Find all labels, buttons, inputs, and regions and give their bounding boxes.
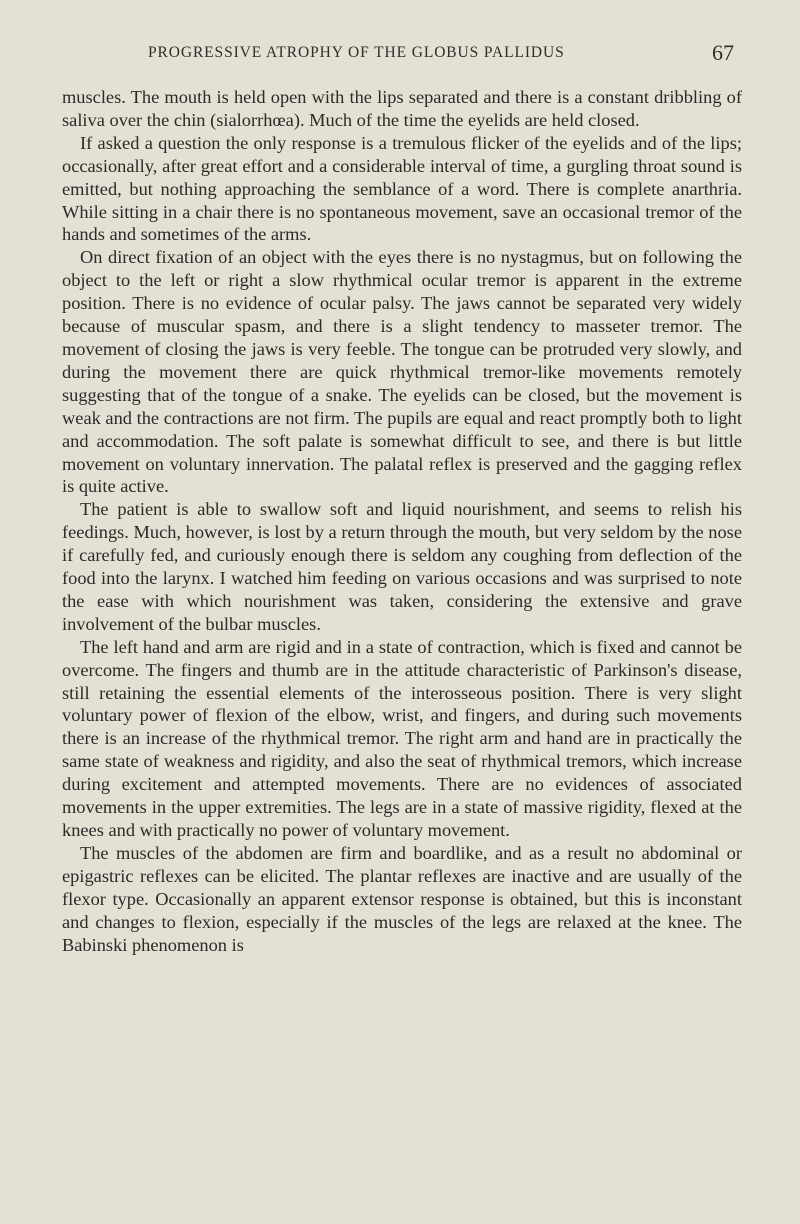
paragraph-6: The muscles of the abdomen are firm and boardlike, and as a result no abdominal or epigastric reflexes can be elicited. The plantar reflexes are inactive and are usually of the flexor type. Occasionally an apparent extensor response is obtained, but this is inconstant and changes to flexion, especially if the muscles of the legs are relaxed at the knee. The Babinski phenomenon is: [62, 842, 742, 955]
paragraph-2: If asked a question the only response is a tremulous flicker of the eyelids and of the lips; occasionally, after great effort and a considerable interval of time, a gurgling throat sound is emitted, but nothing approaching the semblance of a word. There is complete anarthria. While sitting in a chair there is no spontaneous movement, save an occasional tremor of the hands and sometimes of the arms.: [62, 132, 742, 245]
paragraph-3: On direct fixation of an object with the eyes there is no nystagmus, but on following the object to the left or right a slow rhythmical ocular tremor is apparent in the extreme position. There is no evidence of ocular palsy. The jaws cannot be separated very widely because of muscular spasm, and there is a slight tendency to masseter tremor. The movement of closing the jaws is very feeble. The tongue can be protruded very slowly, and during the movement there are quick rhythmical tremor-like movements remotely suggesting that of the tongue of a snake. The eyelids can be closed, but the movement is weak and the contractions are not firm. The pupils are equal and react promptly both to light and accommodation. The soft palate is somewhat difficult to see, and there is but little movement on voluntary innervation. The palatal reflex is preserved and the gagging reflex is quite active.: [62, 247, 742, 497]
paragraph-1: muscles. The mouth is held open with the lips separated and there is a constant dribbling of saliva over the chin (sialorrhœa). Much of the time the eyelids are held closed.: [62, 87, 742, 130]
paragraph-5: The left hand and arm are rigid and in a state of contraction, which is fixed and cannot be overcome. The fingers and thumb are in the attitude characteristic of Parkinson's disease, still retaining the essential elements of the interosseous position. There is very slight voluntary power of flexion of the elbow, wrist, and fingers, and during such movements there is an increase of the rhythmical tremor. The right arm and hand are in practically the same state of weakness and rigidity, and also the seat of rhythmical tremors, which increase during excitement and attempted movements. There are no evidences of associated movements in the upper extremities. The legs are in a state of massive rigidity, flexed at the knees and with practically no power of voluntary movement.: [62, 636, 742, 840]
body-text: [62, 86, 742, 956]
running-title: PROGRESSIVE ATROPHY OF THE GLOBUS PALLIDUS: [148, 44, 565, 61]
page-number: 67: [712, 40, 734, 65]
paragraph-4: The patient is able to swallow soft and liquid nourishment, and seems to relish his feedings. Much, however, is lost by a return through the mouth, but very seldom by the nose if carefully fed, and curiously enough there is seldom any coughing from deflection of the food into the larynx. I watched him feeding on various occasions and was surprised to note the ease with which nourishment was taken, considering the extensive and grave involvement of the bulbar muscles.: [62, 499, 742, 634]
